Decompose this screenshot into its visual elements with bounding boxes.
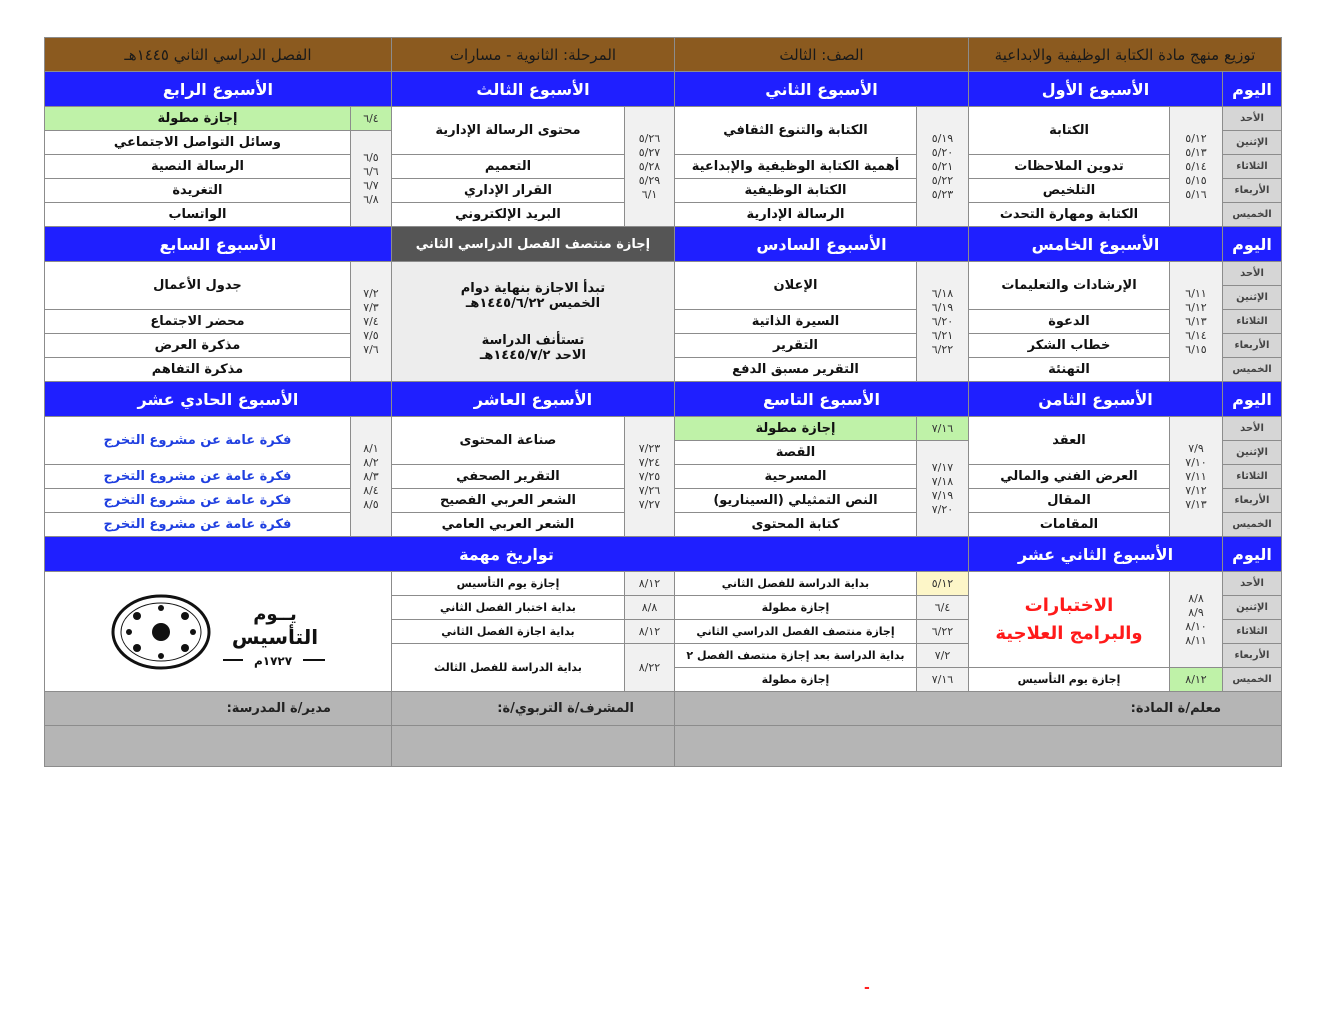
important-date: ٧/٢ <box>916 644 968 668</box>
day-mon: الإثنين <box>1223 286 1282 310</box>
week-1-title: الأسبوع الأول <box>968 72 1222 107</box>
midterm-break-title: إجازة منتصف الفصل الدراسي الثاني <box>391 227 674 262</box>
week-2-dates: ٥/١٩ ٥/٢٠ ٥/٢١ ٥/٢٢ ٥/٢٣ <box>916 107 968 227</box>
week-1-topic: التلخيص <box>968 179 1169 203</box>
principal-signature-label: مدير/ة المدرسة: <box>44 692 391 726</box>
day-thu: الخميس <box>1223 668 1282 692</box>
important-event: بداية اختبار الفصل الثاني <box>391 596 624 620</box>
day-wed: الأربعاء <box>1223 334 1282 358</box>
important-date: ٧/١٦ <box>916 668 968 692</box>
important-date: ٨/١٢ <box>624 572 674 596</box>
day-wed: الأربعاء <box>1223 179 1282 203</box>
important-date: ٦/٤ <box>916 596 968 620</box>
week-1-topic: الكتابة ومهارة التحدث <box>968 203 1169 227</box>
day-thu: الخميس <box>1223 203 1282 227</box>
page-mark: - <box>864 980 870 996</box>
day-wed: الأربعاء <box>1223 644 1282 668</box>
supervisor-signature-space <box>391 726 674 767</box>
week-6-topic: التقرير <box>674 334 916 358</box>
week-4-dates: ٦/٥ ٦/٦ ٦/٧ ٦/٨ <box>350 131 391 227</box>
midterm-break-note: تبدأ الاجازة بنهاية دوام الخميس ١٤٤٥/٦/٢٢هـ تستأنف الدراسة الاحد ١٤٤٥/٧/٢هـ <box>391 262 674 382</box>
week-9-topic: النص التمثيلي (السيناريو) <box>674 489 916 513</box>
day-header: اليوم <box>1223 537 1282 572</box>
grade-label: الصف: الثالث <box>674 38 968 72</box>
teacher-signature-space <box>674 726 1281 767</box>
week-9-dates: ٧/١٧ ٧/١٨ ٧/١٩ ٧/٢٠ <box>916 441 968 537</box>
week-9-topic: كتابة المحتوى <box>674 513 916 537</box>
svg-text:يــوم: يــوم <box>253 603 297 625</box>
week-10-topic: التقرير الصحفي <box>391 465 624 489</box>
week-5-dates: ٦/١١ ٦/١٢ ٦/١٣ ٦/١٤ ٦/١٥ <box>1170 262 1223 382</box>
curriculum-distribution-table <box>45 37 1282 767</box>
day-tue: الثلاثاء <box>1223 465 1282 489</box>
week-2-topic: الكتابة الوظيفية <box>674 179 916 203</box>
week-8-title: الأسبوع الثامن <box>968 382 1222 417</box>
day-mon: الإثنين <box>1223 596 1282 620</box>
important-dates-title: تواريخ مهمة <box>44 537 968 572</box>
week-6-dates: ٦/١٨ ٦/١٩ ٦/٢٠ ٦/٢١ ٦/٢٢ <box>916 262 968 382</box>
week-4-holiday-date: ٦/٤ <box>350 107 391 131</box>
day-mon: الإثنين <box>1223 441 1282 465</box>
svg-text:التأسيس: التأسيس <box>231 624 319 649</box>
day-header: اليوم <box>1223 72 1282 107</box>
week-4-topic: الواتساب <box>44 203 350 227</box>
week-9-holiday: إجازة مطولة <box>674 417 916 441</box>
week-4-topic: وسائل التواصل الاجتماعي <box>44 131 350 155</box>
week-2-topic: الكتابة والتنوع الثقافي <box>674 107 916 155</box>
svg-text:١٧٢٧م: ١٧٢٧م <box>253 653 292 668</box>
week-9-title: الأسبوع التاسع <box>674 382 968 417</box>
week-6-topic: السيرة الذاتية <box>674 310 916 334</box>
week-header-row-4 <box>44 537 1281 572</box>
week-1-dates: ٥/١٢ ٥/١٣ ٥/١٤ ٥/١٥ ٥/١٦ <box>1170 107 1223 227</box>
day-mon: الإثنين <box>1223 131 1282 155</box>
week-11-topic: فكرة عامة عن مشروع التخرج <box>44 513 350 537</box>
important-date: ٨/١٢ <box>624 620 674 644</box>
week-12-title: الأسبوع الثاني عشر <box>968 537 1222 572</box>
week-11-title: الأسبوع الحادي عشر <box>44 382 391 417</box>
day-sun: الأحد <box>1223 262 1282 286</box>
week-7-topic: مذكرة العرض <box>44 334 350 358</box>
week-9-holiday-date: ٧/١٦ <box>916 417 968 441</box>
day-thu: الخميس <box>1223 358 1282 382</box>
day-sun: الأحد <box>1223 572 1282 596</box>
important-date: ٥/١٢ <box>916 572 968 596</box>
signature-row <box>44 692 1281 726</box>
week-header-row-1 <box>44 72 1281 107</box>
week-7-dates: ٧/٢ ٧/٣ ٧/٤ ٧/٥ ٧/٦ <box>350 262 391 382</box>
founding-day-emblem <box>103 592 333 672</box>
week-3-topic: البريد الإلكتروني <box>391 203 624 227</box>
teacher-signature-label: معلم/ة المادة: <box>674 692 1281 726</box>
week-7-title: الأسبوع السابع <box>44 227 391 262</box>
banner-row <box>44 38 1281 72</box>
important-event: إجازة منتصف الفصل الدراسي الثاني <box>674 620 916 644</box>
week-10-topic: الشعر العربي الفصيح <box>391 489 624 513</box>
week-11-topic: فكرة عامة عن مشروع التخرج <box>44 417 350 465</box>
week-11-topic: فكرة عامة عن مشروع التخرج <box>44 465 350 489</box>
week-3-topic: محتوى الرسالة الإدارية <box>391 107 624 155</box>
week-2-title: الأسبوع الثاني <box>674 72 968 107</box>
important-date: ٦/٢٢ <box>916 620 968 644</box>
week-5-topic: الإرشادات والتعليمات <box>968 262 1169 310</box>
week-3-topic: التعميم <box>391 155 624 179</box>
week-4-topic: الرسالة النصية <box>44 155 350 179</box>
day-sun: الأحد <box>1223 107 1282 131</box>
important-date: ٨/٨ <box>624 596 674 620</box>
day-sun: الأحد <box>1223 417 1282 441</box>
day-header: اليوم <box>1223 227 1282 262</box>
term-label: الفصل الدراسي الثاني ١٤٤٥هـ <box>44 38 391 72</box>
important-event: بداية الدراسة للفصل الثاني <box>674 572 916 596</box>
week-header-row-3 <box>44 382 1281 417</box>
week-5-topic: خطاب الشكر <box>968 334 1169 358</box>
week-2-topic: الرسالة الإدارية <box>674 203 916 227</box>
week-10-topic: الشعر العربي العامي <box>391 513 624 537</box>
week-3-title: الأسبوع الثالث <box>391 72 674 107</box>
week-1-topic: الكتابة <box>968 107 1169 155</box>
week-3-topic: القرار الإداري <box>391 179 624 203</box>
week-11-topic: فكرة عامة عن مشروع التخرج <box>44 489 350 513</box>
week-6-topic: الإعلان <box>674 262 916 310</box>
week-2-topic: أهمية الكتابة الوظيفية والإبداعية <box>674 155 916 179</box>
week-6-title: الأسبوع السادس <box>674 227 968 262</box>
supervisor-signature-label: المشرف/ة التربوي/ة: <box>391 692 674 726</box>
stage-label: المرحلة: الثانوية - مسارات <box>391 38 674 72</box>
week-8-topic: المقامات <box>968 513 1169 537</box>
week-9-topic: القصة <box>674 441 916 465</box>
week-5-topic: الدعوة <box>968 310 1169 334</box>
week-9-topic: المسرحية <box>674 465 916 489</box>
important-event: بداية الدراسة للفصل الثالث <box>391 644 624 692</box>
week-5-topic: التهنئة <box>968 358 1169 382</box>
important-event: بداية الدراسة بعد إجازة منتصف الفصل ٢ <box>674 644 916 668</box>
week-7-topic: محضر الاجتماع <box>44 310 350 334</box>
week-4-topic: التغريدة <box>44 179 350 203</box>
week-4-holiday: إجازة مطولة <box>44 107 350 131</box>
week-7-topic: مذكرة التفاهم <box>44 358 350 382</box>
week-10-dates: ٧/٢٣ ٧/٢٤ ٧/٢٥ ٧/٢٦ ٧/٢٧ <box>624 417 674 537</box>
week-5-title: الأسبوع الخامس <box>968 227 1222 262</box>
important-event: إجازة مطولة <box>674 668 916 692</box>
week-6-topic: التقرير مسبق الدفع <box>674 358 916 382</box>
week-8-dates: ٧/٩ ٧/١٠ ٧/١١ ٧/١٢ ٧/١٣ <box>1170 417 1223 537</box>
week-7-topic: جدول الأعمال <box>44 262 350 310</box>
founding-day-logo <box>44 572 391 692</box>
day-wed: الأربعاء <box>1223 489 1282 513</box>
week-4-title: الأسبوع الرابع <box>44 72 391 107</box>
important-event: إجازة مطولة <box>674 596 916 620</box>
plan-title: توزيع منهج مادة الكتابة الوظيفية والابداعية <box>968 38 1281 72</box>
exams-note: الاختبارات والبرامج العلاجية <box>968 572 1169 668</box>
week-10-topic: صناعة المحتوى <box>391 417 624 465</box>
week-3-dates: ٥/٢٦ ٥/٢٧ ٥/٢٨ ٥/٢٩ ٦/١ <box>624 107 674 227</box>
important-event: بداية اجازة الفصل الثاني <box>391 620 624 644</box>
important-event: إجازة يوم التأسيس <box>391 572 624 596</box>
week-12-last: إجازة يوم التأسيس <box>968 668 1169 692</box>
week-12-dates: ٨/٨ ٨/٩ ٨/١٠ ٨/١١ <box>1170 572 1223 668</box>
principal-signature-space <box>44 726 391 767</box>
week-8-topic: العرض الفني والمالي <box>968 465 1169 489</box>
week-header-row-2 <box>44 227 1281 262</box>
week-1-topic: تدوين الملاحظات <box>968 155 1169 179</box>
day-tue: الثلاثاء <box>1223 155 1282 179</box>
week-10-title: الأسبوع العاشر <box>391 382 674 417</box>
day-header: اليوم <box>1223 382 1282 417</box>
week-11-dates: ٨/١ ٨/٢ ٨/٣ ٨/٤ ٨/٥ <box>350 417 391 537</box>
signature-space-row <box>44 726 1281 767</box>
week-8-topic: المقال <box>968 489 1169 513</box>
day-tue: الثلاثاء <box>1223 620 1282 644</box>
week-12-last-date: ٨/١٢ <box>1170 668 1223 692</box>
day-thu: الخميس <box>1223 513 1282 537</box>
week-8-topic: العقد <box>968 417 1169 465</box>
important-date: ٨/٢٢ <box>624 644 674 692</box>
day-tue: الثلاثاء <box>1223 310 1282 334</box>
